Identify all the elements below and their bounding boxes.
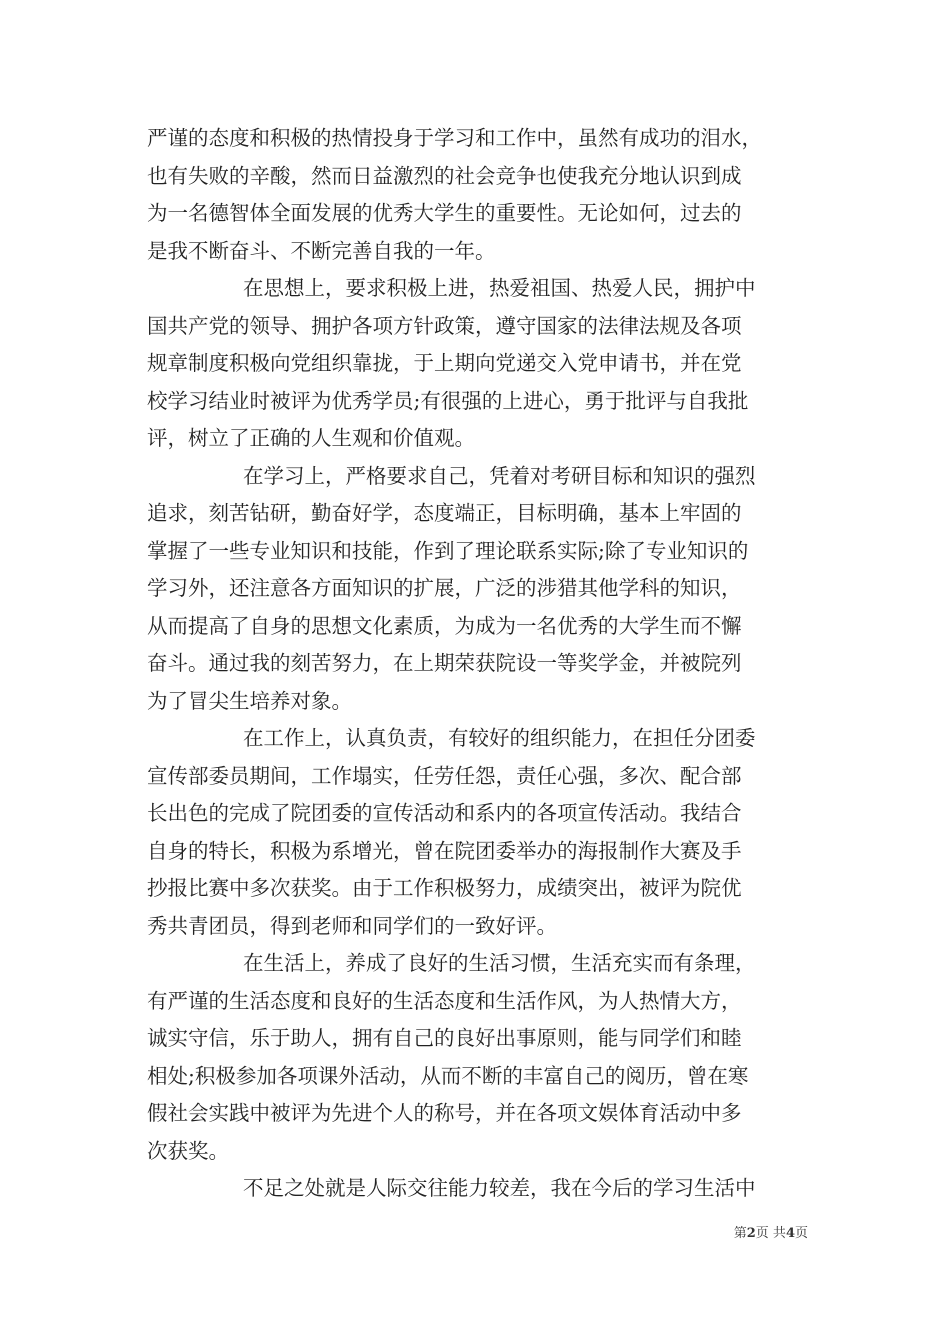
text-line: 奋斗。通过我的刻苦努力，在上期荣获院设一等奖学金，并被院列 xyxy=(147,651,742,675)
text-line: 规章制度积极向党组织靠拢，于上期向党递交入党申请书，并在党 xyxy=(147,351,742,375)
text-line: 自身的特长，积极为系增光，曾在院团委举办的海报制作大赛及手 xyxy=(147,838,742,863)
paragraph-start-line: 在工作上，认真负责，有较好的组织能力，在担任分团委 xyxy=(243,726,756,750)
total-page-number: 4 xyxy=(785,1226,795,1241)
page-middle-text: 页 共 xyxy=(755,1226,786,1241)
text-line: 有严谨的生活态度和良好的生活态度和生活作风，为人热情大方， xyxy=(147,988,742,1013)
paragraph-start-line: 在生活上，养成了良好的生活习惯，生活充实而有条理， xyxy=(243,951,756,975)
paragraph-start-line: 在思想上，要求积极上进，热爱祖国、热爱人民，拥护中 xyxy=(243,276,756,300)
text-line: 校学习结业时被评为优秀学员;有很强的上进心，勇于批评与自我批 xyxy=(147,388,749,413)
text-line: 是我不断奋斗、不断完善自我的一年。 xyxy=(147,238,496,263)
text-line: 掌握了一些专业知识和技能，作到了理论联系实际;除了专业知识的 xyxy=(147,538,749,563)
text-line: 秀共青团员，得到老师和同学们的一致好评。 xyxy=(147,913,557,938)
text-line: 国共产党的领导、拥护各项方针政策，遵守国家的法律法规及各项 xyxy=(147,313,742,338)
text-line: 学习外，还注意各方面知识的扩展，广泛的涉猎其他学科的知识， xyxy=(147,576,742,600)
text-line: 次获奖。 xyxy=(147,1138,229,1163)
text-line: 为一名德智体全面发展的优秀大学生的重要性。无论如何，过去的 xyxy=(147,201,742,225)
page-prefix: 第 xyxy=(733,1226,747,1241)
text-line: 假社会实践中被评为先进个人的称号，并在各项文娱体育活动中多 xyxy=(147,1101,742,1125)
text-line: 诚实守信，乐于助人，拥有自己的良好出事原则，能与同学们和睦 xyxy=(147,1026,742,1050)
current-page-number: 2 xyxy=(746,1226,756,1241)
text-line: 相处;积极参加各项课外活动，从而不断的丰富自己的阅历，曾在寒 xyxy=(147,1063,749,1088)
document-body xyxy=(147,120,809,1208)
page-number-footer xyxy=(734,1226,808,1242)
paragraph-start-line: 在学习上，严格要求自己，凭着对考研目标和知识的强烈 xyxy=(243,463,756,488)
text-line: 追求，刻苦钻研，勤奋好学，态度端正，目标明确，基本上牢固的 xyxy=(147,501,742,525)
text-line: 评，树立了正确的人生观和价值观。 xyxy=(147,426,475,450)
paragraph-start-line: 不足之处就是人际交往能力较差，我在今后的学习生活中 xyxy=(243,1176,756,1200)
text-line: 严谨的态度和积极的热情投身于学习和工作中，虽然有成功的泪水， xyxy=(147,126,762,150)
text-line: 宣传部委员期间，工作塌实，任劳任怨，责任心强，多次、配合部 xyxy=(147,763,742,788)
page-suffix: 页 xyxy=(794,1226,808,1241)
text-line: 抄报比赛中多次获奖。由于工作积极努力，成绩突出，被评为院优 xyxy=(147,876,742,900)
text-line: 为了冒尖生培养对象。 xyxy=(147,688,352,713)
text-line: 也有失败的辛酸，然而日益激烈的社会竞争也使我充分地认识到成 xyxy=(147,163,742,188)
text-line: 长出色的完成了院团委的宣传活动和系内的各项宣传活动。我结合 xyxy=(147,801,742,825)
text-line: 从而提高了自身的思想文化素质，为成为一名优秀的大学生而不懈 xyxy=(147,613,742,638)
